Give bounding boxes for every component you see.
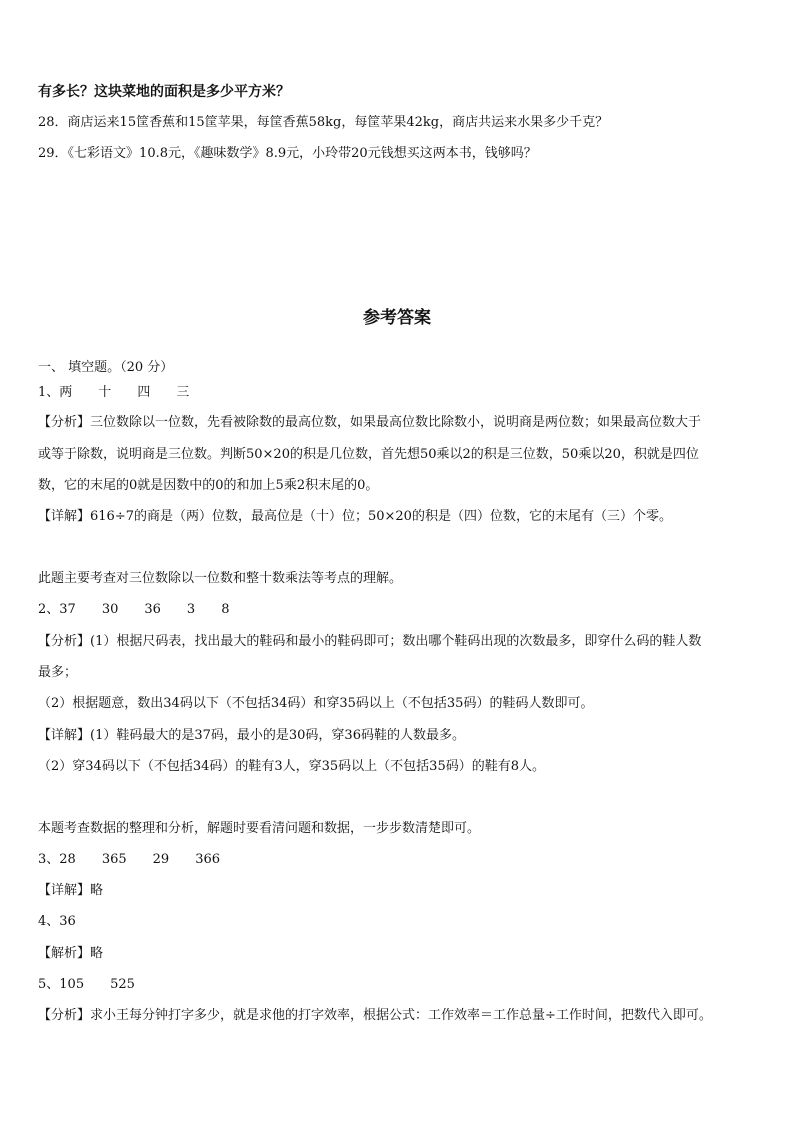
answer-2-analysis-line-2: 最多； bbox=[38, 665, 78, 680]
answer-1-values bbox=[38, 384, 760, 402]
answer-value: 3 bbox=[186, 602, 196, 617]
answer-value: 四 bbox=[137, 385, 151, 400]
answer-3-values bbox=[38, 851, 760, 869]
answer-1-analysis-line-2: 或等于除数，说明商是三位数。判断50×20的积是几位数，首先想50乘以2的积是三位数，50乘以20，积就是四位 bbox=[38, 447, 699, 462]
answer-1-detail: 【详解】616÷7的商是（两）位数，最高位是（十）位；50×20的积是（四）位数，它的末尾有（三）个零。 bbox=[38, 509, 672, 524]
answer-value: 37 bbox=[59, 602, 76, 617]
answer-3-detail: 【详解】略 bbox=[38, 883, 104, 898]
answer-value: 36 bbox=[59, 914, 76, 929]
answer-value: 30 bbox=[101, 602, 119, 617]
answer-value: 36 bbox=[144, 602, 161, 617]
answer-value: 三 bbox=[176, 385, 190, 400]
section-1-heading: 一、 填空题。（20 分） bbox=[38, 360, 174, 375]
answer-value: 105 bbox=[59, 977, 85, 992]
answer-2-values bbox=[38, 601, 760, 619]
question-27-tail: 有多长？这块菜地的面积是多少平方米？ bbox=[38, 84, 290, 100]
answer-value: 525 bbox=[110, 977, 135, 992]
answer-5-values bbox=[38, 976, 760, 994]
answer-5-analysis: 【分析】求小王每分钟打字多少，就是求他的打字效率，根据公式：工作效率＝工作总量÷工作时间，把数代入即可。 bbox=[38, 1008, 712, 1023]
answer-2-analysis-line-1: 【分析】(1）根据尺码表，找出最大的鞋码和最小的鞋码即可；数出哪个鞋码出现的次数最多，即穿什么码的鞋人数 bbox=[38, 634, 702, 649]
answer-1-analysis-line-3: 数，它的末尾的0就是因数中的0的和加上5乘2积末尾的0。 bbox=[38, 478, 379, 493]
question-29: 29．《七彩语文》10.8元，《趣味数学》8.9元，小玲带20元钱想买这两本书，钱够吗？ bbox=[38, 146, 537, 161]
answer-1-summary: 此题主要考查对三位数除以一位数和整十数乘法等考点的理解。 bbox=[38, 571, 403, 586]
answer-label: 5、 bbox=[38, 977, 60, 992]
answer-value: 8 bbox=[221, 602, 230, 617]
answer-4-detail: 【解析】略 bbox=[38, 946, 104, 961]
answer-value: 两 bbox=[59, 385, 73, 400]
question-28: 28．商店运来15筐香蕉和15筐苹果，每筐香蕉58kg，每筐苹果42kg，商店共运来水果多少千克？ bbox=[38, 115, 609, 130]
answer-4-values bbox=[38, 913, 760, 931]
answer-value: 28 bbox=[59, 852, 76, 867]
answer-label: 3、 bbox=[38, 852, 60, 867]
answer-2-analysis-line-3: （2）根据题意，数出34码以下（不包括34码）和穿35码以上（不包括35码）的鞋码人数即可。 bbox=[38, 696, 594, 711]
answer-value: 365 bbox=[101, 852, 127, 867]
answer-value: 十 bbox=[98, 385, 112, 400]
answer-label: 2、 bbox=[38, 602, 60, 617]
answer-label: 1、 bbox=[38, 385, 60, 400]
answer-2-detail-line-2: （2）穿34码以下（不包括34码）的鞋有3人，穿35码以上（不包括35码）的鞋有8人。 bbox=[38, 759, 545, 774]
answer-label: 4、 bbox=[38, 914, 60, 929]
answer-2-detail-line-1: 【详解】(1）鞋码最大的是37码，最小的是30码，穿36码鞋的人数最多。 bbox=[38, 728, 465, 743]
answer-2-summary: 本题考查数据的整理和分析，解题时要看清问题和数据，一步步数清楚即可。 bbox=[38, 821, 481, 836]
answer-value: 29 bbox=[152, 852, 170, 867]
answer-key-title: 参考答案 bbox=[363, 308, 431, 328]
answer-value: 366 bbox=[195, 852, 221, 867]
answer-1-analysis-line-1: 【分析】三位数除以一位数，先看被除数的最高位数，如果最高位数比除数小，说明商是两位数；如果最高位数大于 bbox=[38, 415, 702, 430]
